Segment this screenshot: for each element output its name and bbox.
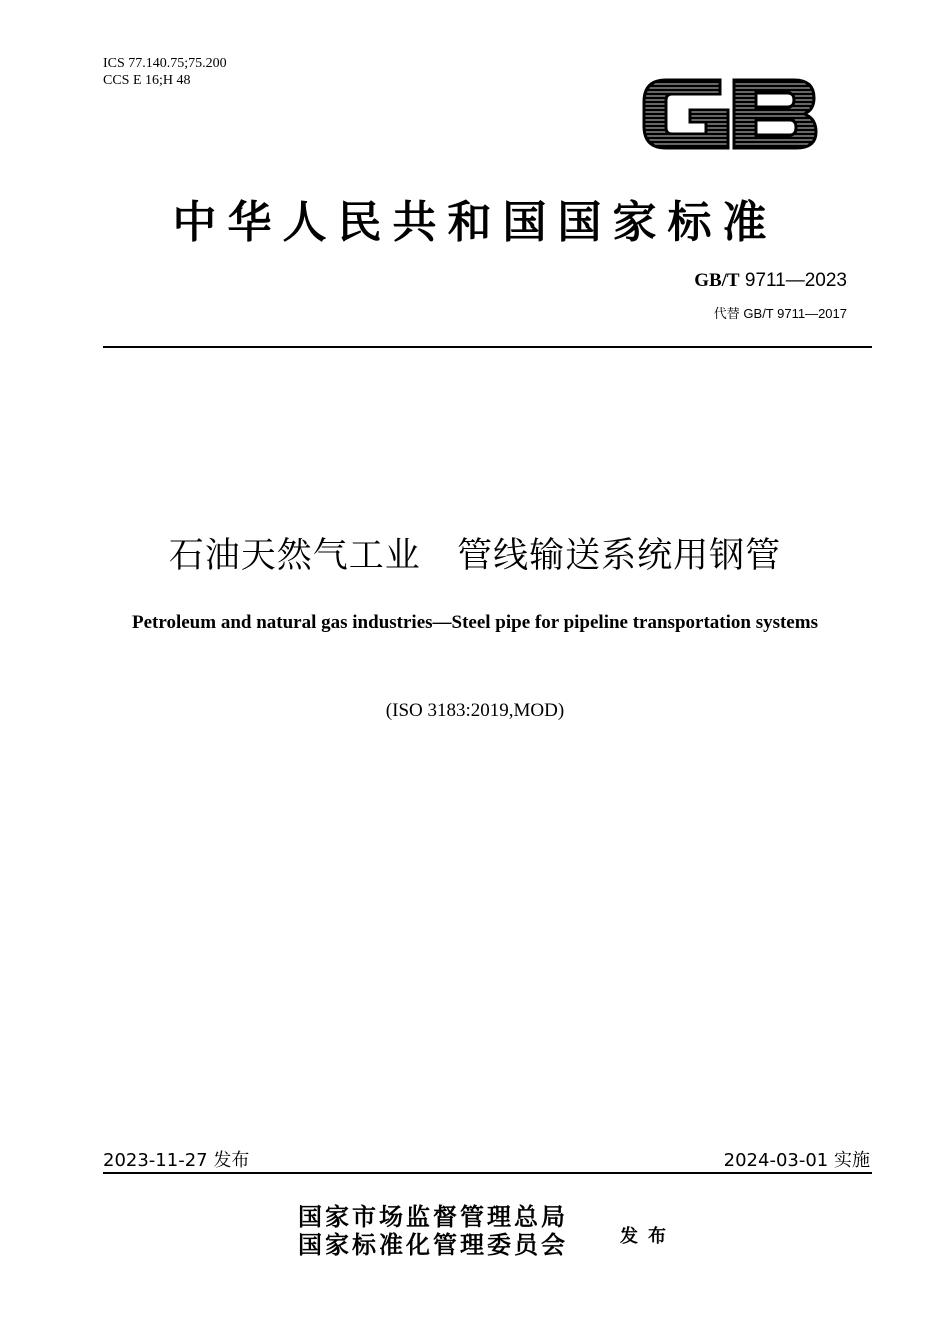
chinese-title: 石油天然气工业 管线输送系统用钢管 <box>168 536 782 576</box>
classification-codes <box>103 55 227 89</box>
header-divider <box>103 346 872 348</box>
english-title: Petroleum and natural gas industries—Steel pipe for pipeline transportation systems <box>132 612 818 633</box>
issuing-authorities <box>298 1203 568 1259</box>
implementation-date: 2024-03-01 实施 <box>723 1150 870 1171</box>
issuer-samr: 国家市场监督管理总局 <box>298 1202 568 1231</box>
ccs-code: CCS E 16;H 48 <box>103 73 191 88</box>
gb-logo-icon <box>636 66 822 162</box>
iso-reference: (ISO 3183:2019,MOD) <box>385 700 565 721</box>
publish-label: 发布 <box>620 1226 676 1247</box>
ics-code: ICS 77.140.75;75.200 <box>103 56 227 71</box>
gb-logo <box>636 66 822 162</box>
standard-number <box>694 270 847 292</box>
standard-code: 9711—2023 <box>744 270 847 291</box>
national-standard-title: 中华人民共和国国家标准 <box>172 197 778 248</box>
standard-prefix: GB/T <box>694 270 740 291</box>
replaces-standard: 代替 GB/T 9711—2017 <box>713 306 847 321</box>
issue-date: 2023-11-27 发布 <box>103 1150 250 1171</box>
footer-divider <box>103 1172 872 1174</box>
issuer-sac: 国家标准化管理委员会 <box>298 1230 568 1259</box>
